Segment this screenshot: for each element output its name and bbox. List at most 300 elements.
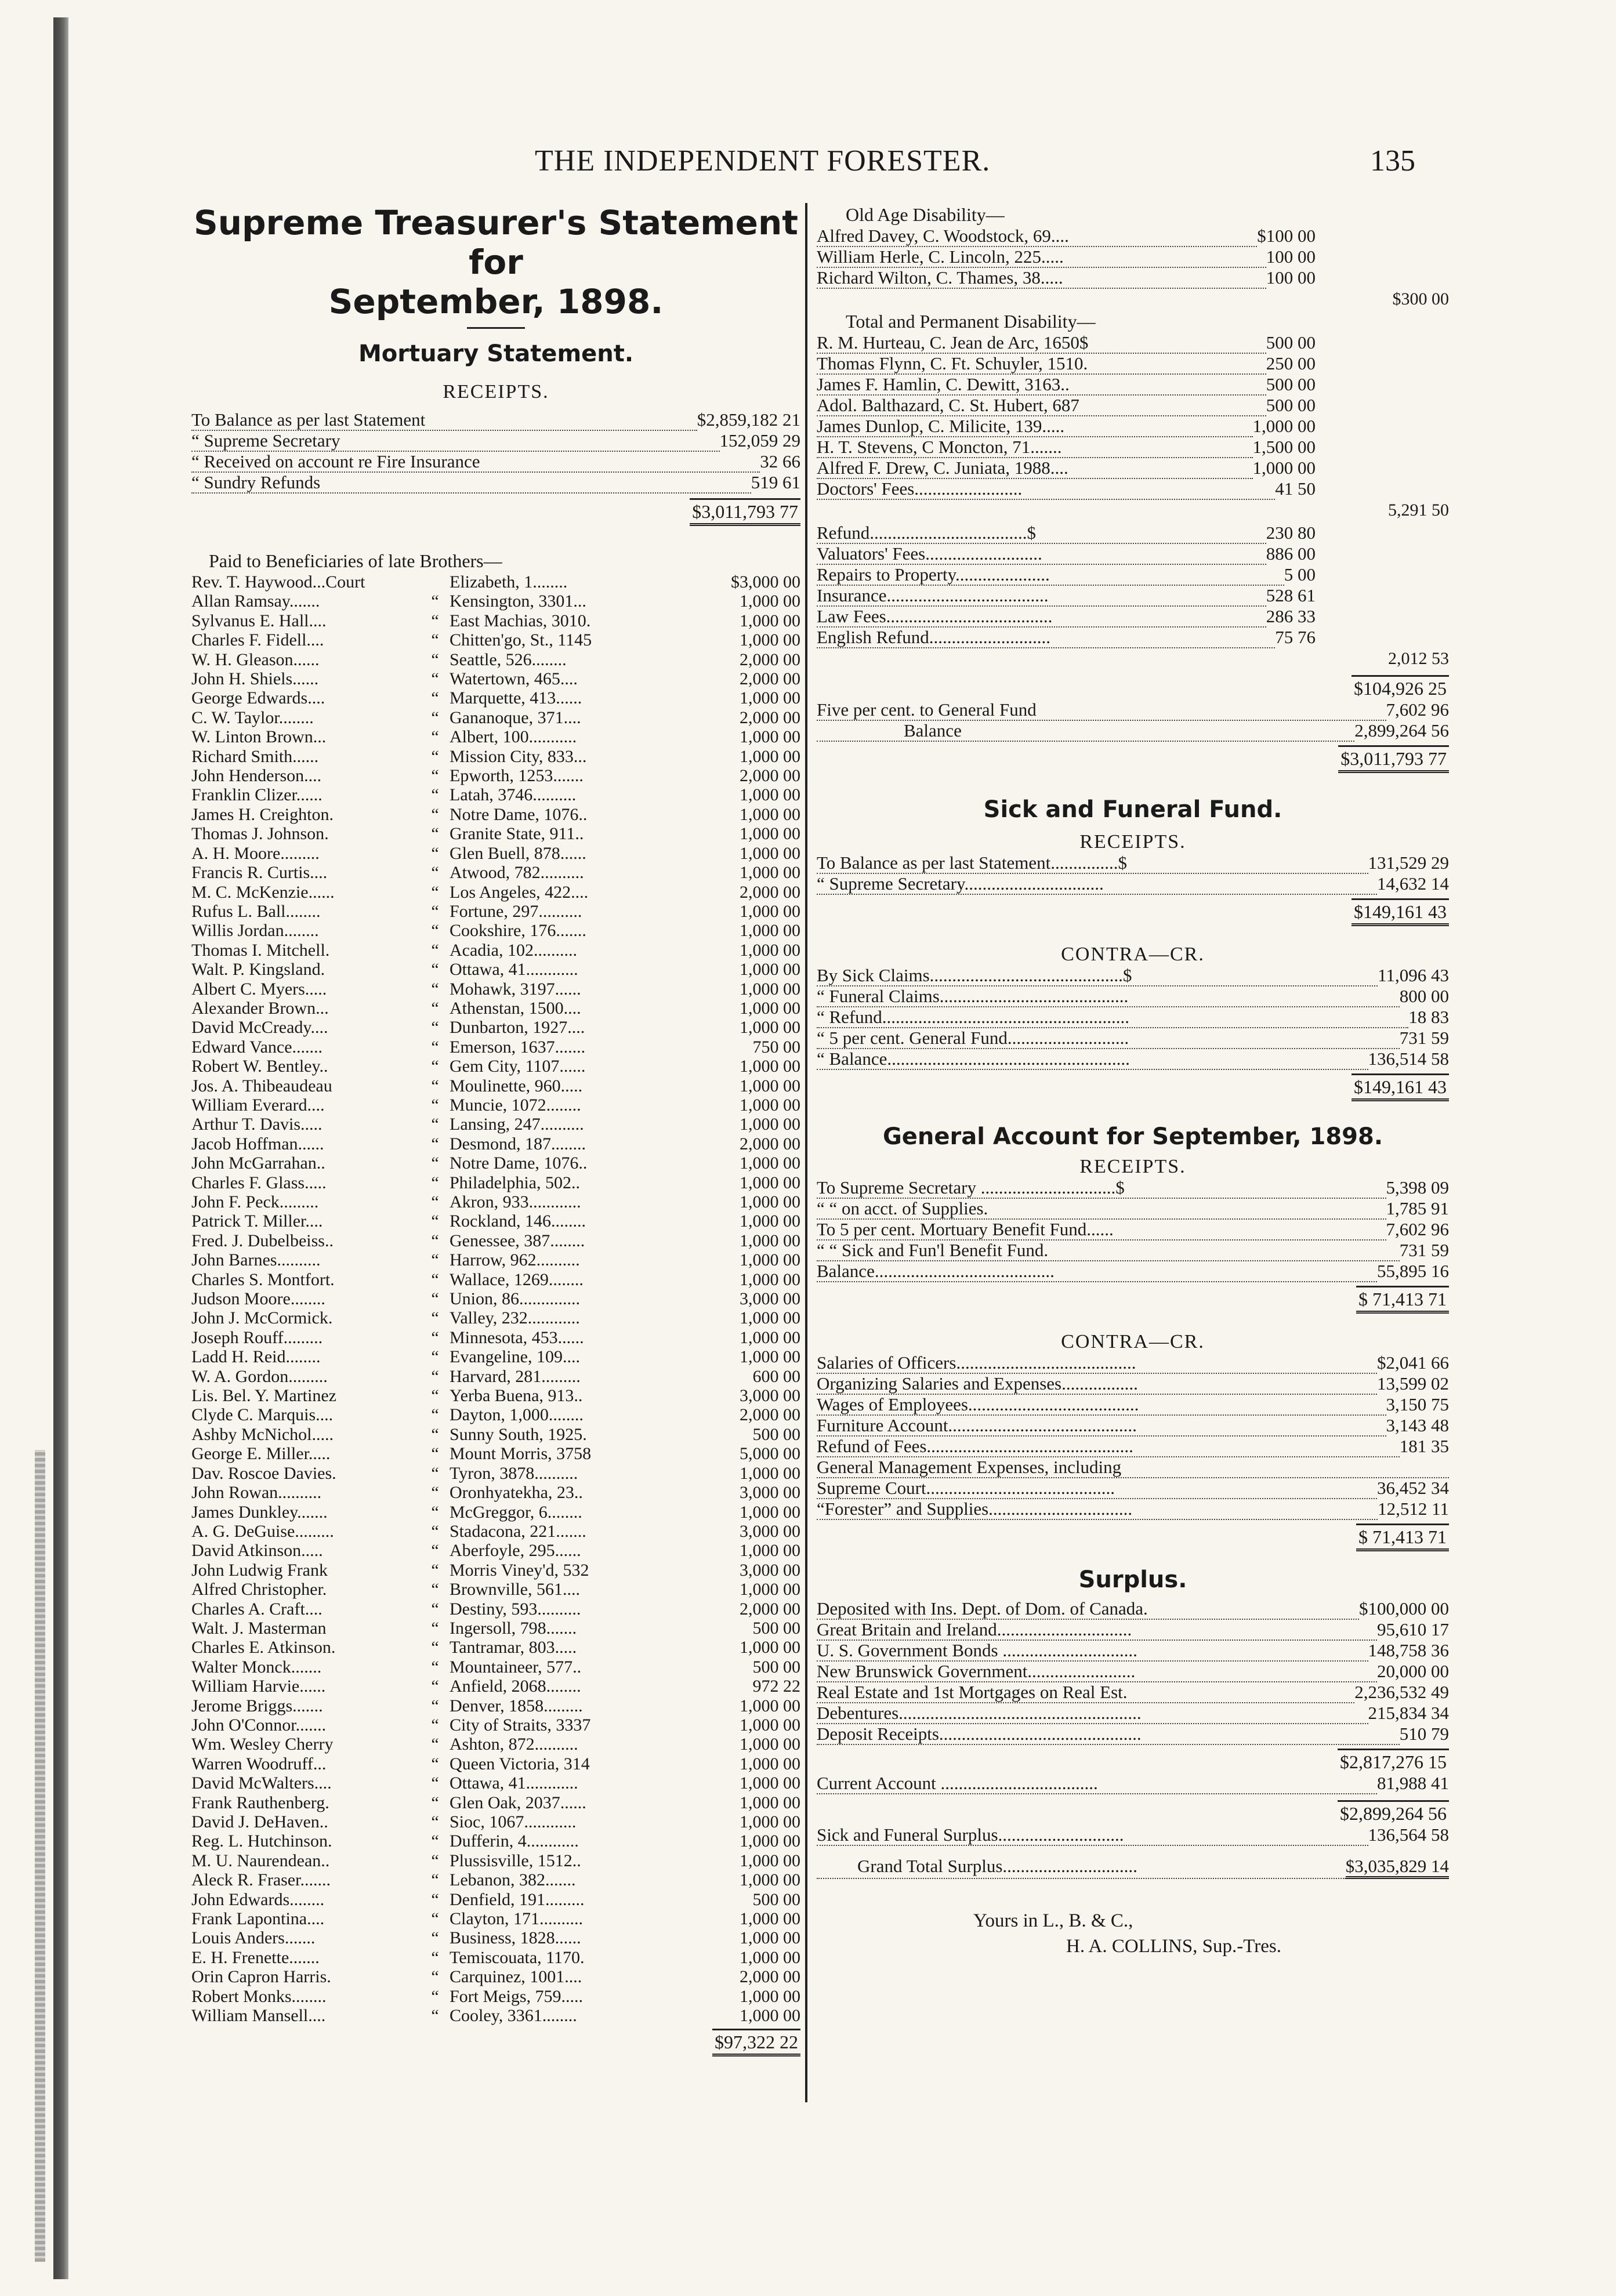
court-name: Athenstan, 1500.... bbox=[450, 998, 581, 1018]
court-name: Carquinez, 1001.... bbox=[450, 1967, 582, 1987]
ledger-desc: To Balance as per last Statement...............$ bbox=[817, 853, 1368, 874]
beneficiary-amount: 1,000 00 bbox=[740, 1327, 800, 1347]
ledger-amount: $2,859,182 21 bbox=[697, 409, 800, 430]
court-name: Sioc, 1067............ bbox=[450, 1812, 577, 1831]
ditto-mark: “ bbox=[431, 746, 439, 766]
ledger-amount: 181 35 bbox=[1399, 1436, 1449, 1456]
ditto-mark: “ bbox=[431, 921, 439, 941]
beneficiary-row bbox=[191, 650, 800, 669]
beneficiary-row bbox=[191, 1250, 800, 1269]
court-name: Seattle, 526........ bbox=[450, 650, 567, 669]
beneficiary-name: Walt. J. Masterman bbox=[191, 1618, 327, 1638]
ledger-desc: Doctors' Fees........................ bbox=[817, 479, 1275, 500]
beneficiary-amount: 750 00 bbox=[752, 1037, 800, 1057]
ditto-mark: “ bbox=[431, 1327, 439, 1347]
ditto-mark: “ bbox=[431, 1269, 439, 1289]
surplus-subtotal2-row bbox=[817, 1800, 1449, 1825]
ledger-amount: 41 50 bbox=[1275, 478, 1316, 499]
beneficiary-row bbox=[191, 1308, 800, 1327]
ledger-desc: Salaries of Officers........................................ bbox=[817, 1353, 1377, 1374]
ledger-row bbox=[817, 627, 1316, 648]
beneficiary-amount: 1,000 00 bbox=[740, 1735, 800, 1754]
ledger-row bbox=[817, 1499, 1449, 1520]
beneficiary-amount: 1,000 00 bbox=[740, 630, 800, 650]
beneficiary-amount: 1,000 00 bbox=[740, 1715, 800, 1735]
court-name: Oronhyatekha, 23.. bbox=[450, 1483, 583, 1503]
court-name: Valley, 232............ bbox=[450, 1308, 580, 1328]
beneficiary-name: Thomas J. Johnson. bbox=[191, 824, 329, 844]
beneficiary-amount: 1,000 00 bbox=[740, 960, 800, 980]
beneficiary-name: Thomas I. Mitchell. bbox=[191, 940, 330, 960]
balance-row bbox=[817, 721, 1449, 742]
beneficiary-name: W. H. Gleason...... bbox=[191, 650, 320, 669]
ditto-mark: “ bbox=[431, 1483, 439, 1503]
ledger-desc: Repairs to Property..................... bbox=[817, 565, 1284, 586]
court-name: Yerba Buena, 913.. bbox=[450, 1386, 583, 1406]
beneficiary-name: Ladd H. Reid........ bbox=[191, 1347, 321, 1367]
beneficiary-name: David J. DeHaven.. bbox=[191, 1812, 328, 1831]
ledger-row bbox=[817, 1599, 1449, 1620]
beneficiary-name: James Dunkley....... bbox=[191, 1502, 328, 1522]
mortuary-heading: Mortuary Statement. bbox=[358, 340, 634, 367]
ditto-mark: “ bbox=[431, 1095, 439, 1115]
ledger-amount: 215,834 34 bbox=[1368, 1703, 1449, 1723]
court-name: Queen Victoria, 314 bbox=[450, 1754, 590, 1773]
ditto-mark: “ bbox=[431, 1773, 439, 1793]
beneficiary-amount: 1,000 00 bbox=[740, 1831, 800, 1851]
ditto-mark: “ bbox=[431, 766, 439, 786]
ledger-desc: Thomas Flynn, C. Ft. Schuyler, 1510. bbox=[817, 354, 1266, 375]
mortuary-grand-total: $3,011,793 77 bbox=[1338, 745, 1449, 773]
ledger-amount: 148,758 36 bbox=[1368, 1640, 1449, 1660]
ditto-mark: “ bbox=[431, 1560, 439, 1580]
ditto-mark: “ bbox=[431, 1057, 439, 1076]
ledger-desc: Great Britain and Ireland.............................. bbox=[817, 1620, 1377, 1641]
beneficiary-row bbox=[191, 1967, 800, 1986]
ditto-mark: “ bbox=[431, 1154, 439, 1173]
beneficiary-name: John F. Peck......... bbox=[191, 1192, 319, 1212]
court-name: Moulinette, 960..... bbox=[450, 1076, 583, 1096]
beneficiary-amount: 1,000 00 bbox=[740, 1928, 800, 1948]
beneficiary-name: Arthur T. Davis..... bbox=[191, 1115, 323, 1134]
beneficiary-row bbox=[191, 1773, 800, 1793]
surplus-subtotal2: $2,899,264 56 bbox=[1338, 1800, 1449, 1825]
beneficiary-name: John H. Shiels...... bbox=[191, 669, 319, 689]
old-age-total: $300 00 bbox=[1392, 289, 1449, 309]
beneficiary-amount: 1,000 00 bbox=[740, 611, 800, 630]
beneficiary-name: Wm. Wesley Cherry bbox=[191, 1735, 334, 1754]
beneficiaries-list bbox=[191, 572, 800, 2025]
beneficiary-name: John McGarrahan.. bbox=[191, 1154, 325, 1173]
ledger-amount: 75 76 bbox=[1275, 627, 1316, 647]
ledger-desc: Alfred F. Drew, C. Juniata, 1988.... bbox=[817, 458, 1253, 479]
beneficiary-name: Alfred Christopher. bbox=[191, 1580, 327, 1599]
beneficiary-name: Richard Smith...... bbox=[191, 746, 319, 766]
ditto-mark: “ bbox=[431, 1618, 439, 1638]
disb-total-row bbox=[817, 675, 1449, 700]
five-pct-row bbox=[817, 700, 1449, 721]
ditto-mark: “ bbox=[431, 1928, 439, 1948]
ledger-amount: 152,059 29 bbox=[719, 430, 800, 451]
court-name: Harrow, 962.......... bbox=[450, 1250, 580, 1270]
ledger-desc: “ Funeral Claims.......................................... bbox=[817, 986, 1400, 1007]
court-name: Destiny, 593.......... bbox=[450, 1599, 581, 1619]
beneficiary-amount: 500 00 bbox=[752, 1424, 800, 1444]
ledger-desc: To Balance as per last Statement bbox=[191, 410, 697, 431]
court-name: Los Angeles, 422.... bbox=[450, 882, 589, 902]
court-name: Marquette, 413...... bbox=[450, 688, 582, 708]
court-name: Notre Dame, 1076.. bbox=[450, 804, 588, 824]
ditto-mark: “ bbox=[431, 1037, 439, 1057]
court-name: Clayton, 171.......... bbox=[450, 1909, 583, 1929]
closing: Yours in L., B. & C., bbox=[973, 1910, 1133, 1931]
ledger-desc: Supreme Court.......................................... bbox=[817, 1478, 1377, 1499]
court-name: Glen Buell, 878...... bbox=[450, 843, 586, 863]
beneficiary-amount: 2,000 00 bbox=[740, 766, 800, 786]
ledger-row bbox=[817, 1353, 1449, 1374]
ditto-mark: “ bbox=[431, 1599, 439, 1619]
beneficiary-name: John Ludwig Frank bbox=[191, 1560, 328, 1580]
beneficiary-amount: 1,000 00 bbox=[740, 1250, 800, 1270]
beneficiary-name: John Barnes.......... bbox=[191, 1250, 321, 1270]
ledger-amount: 5,398 09 bbox=[1386, 1177, 1449, 1198]
ledger-amount: 2,236,532 49 bbox=[1354, 1682, 1449, 1702]
beneficiary-amount: 1,000 00 bbox=[740, 843, 800, 863]
ledger-amount: 100 00 bbox=[1266, 267, 1316, 288]
beneficiary-name: Franklin Clizer...... bbox=[191, 785, 323, 805]
ledger-amount: 36,452 34 bbox=[1377, 1478, 1449, 1498]
beneficiary-row bbox=[191, 1735, 800, 1754]
court-name: Fort Meigs, 759..... bbox=[450, 1986, 584, 2006]
ledger-desc: To 5 per cent. Mortuary Benefit Fund...... bbox=[817, 1220, 1386, 1241]
beneficiary-row bbox=[191, 1890, 800, 1909]
court-name: Stadacona, 221....... bbox=[450, 1521, 586, 1541]
sick-receipts-total-row bbox=[817, 898, 1449, 926]
beneficiary-row bbox=[191, 1657, 800, 1677]
sick-receipts-list bbox=[817, 853, 1449, 895]
ledger-amount: 32 66 bbox=[760, 451, 800, 471]
beneficiary-name: Charles E. Atkinson. bbox=[191, 1638, 336, 1657]
ledger-row bbox=[817, 523, 1316, 544]
beneficiary-row bbox=[191, 1057, 800, 1076]
ledger-desc: General Management Expenses, including bbox=[817, 1457, 1449, 1478]
ledger-amount: 886 00 bbox=[1266, 543, 1316, 564]
beneficiary-name: Judson Moore........ bbox=[191, 1289, 325, 1309]
beneficiaries-total-row bbox=[191, 2029, 800, 2056]
beneficiary-row bbox=[191, 1638, 800, 1657]
ledger-amount: 230 80 bbox=[1266, 523, 1316, 543]
court-name: Business, 1828...... bbox=[450, 1928, 581, 1948]
ledger-row bbox=[817, 479, 1316, 500]
beneficiary-row bbox=[191, 999, 800, 1018]
beneficiary-name: George E. Miller..... bbox=[191, 1444, 331, 1464]
beneficiary-amount: 1,000 00 bbox=[740, 863, 800, 883]
ledger-amount: 136,514 58 bbox=[1368, 1049, 1449, 1069]
ledger-amount: 1,000 00 bbox=[1252, 416, 1316, 436]
court-name: Fortune, 297.......... bbox=[450, 901, 582, 921]
ditto-mark: “ bbox=[431, 1076, 439, 1096]
beneficiary-name: A. H. Moore......... bbox=[191, 843, 320, 863]
beneficiary-amount: 1,000 00 bbox=[740, 1696, 800, 1715]
beneficiary-row bbox=[191, 1851, 800, 1870]
ledger-amount: 500 00 bbox=[1266, 374, 1316, 394]
ledger-row bbox=[817, 268, 1316, 289]
beneficiary-row bbox=[191, 844, 800, 863]
beneficiary-row bbox=[191, 980, 800, 999]
ditto-mark: “ bbox=[431, 1444, 439, 1464]
receipts-total-row bbox=[191, 498, 800, 526]
beneficiary-row bbox=[191, 883, 800, 902]
mortuary-receipts bbox=[191, 410, 800, 494]
beneficiary-amount: 1,000 00 bbox=[740, 1986, 800, 2006]
ledger-row bbox=[817, 1478, 1449, 1499]
beneficiary-name: Charles F. Fidell.... bbox=[191, 630, 324, 650]
sick-receipts-total: $149,161 43 bbox=[1352, 898, 1449, 926]
beneficiary-amount: 1,000 00 bbox=[740, 1269, 800, 1289]
beneficiary-amount: 1,000 00 bbox=[740, 1638, 800, 1657]
ditto-mark: “ bbox=[431, 1657, 439, 1677]
beneficiary-name: Frank Lapontina.... bbox=[191, 1909, 325, 1929]
court-name: Albert, 100........... bbox=[450, 727, 577, 747]
ditto-mark: “ bbox=[431, 1347, 439, 1367]
beneficiary-row bbox=[191, 1038, 800, 1057]
ledger-row bbox=[817, 354, 1316, 375]
ledger-desc: Balance........................................ bbox=[817, 1261, 1377, 1282]
ditto-mark: “ bbox=[431, 960, 439, 980]
ditto-mark: “ bbox=[431, 785, 439, 805]
ledger-row bbox=[817, 1261, 1449, 1282]
sick-contra-heading: CONTRA—CR. bbox=[1061, 944, 1205, 965]
ledger-amount: 100 00 bbox=[1266, 246, 1316, 267]
beneficiary-amount: 1,000 00 bbox=[740, 1502, 800, 1522]
ledger-amount: 500 00 bbox=[1266, 332, 1316, 353]
court-name: Epworth, 1253....... bbox=[450, 766, 584, 786]
ditto-mark: “ bbox=[431, 688, 439, 708]
ditto-mark: “ bbox=[431, 804, 439, 824]
ledger-amount: 1,500 00 bbox=[1252, 437, 1316, 457]
beneficiary-row bbox=[191, 1754, 800, 1773]
beneficiary-row bbox=[191, 805, 800, 824]
beneficiary-name: E. H. Frenette....... bbox=[191, 1947, 320, 1967]
ledger-amount: 800 00 bbox=[1399, 986, 1449, 1006]
beneficiary-name: Reg. L. Hutchinson. bbox=[191, 1831, 332, 1851]
ledger-desc: Deposited with Ins. Dept. of Dom. of Canada. bbox=[817, 1599, 1359, 1620]
beneficiaries-heading: Paid to Beneficiaries of late Brothers— bbox=[209, 550, 502, 571]
ditto-mark: “ bbox=[431, 1405, 439, 1425]
beneficiary-row bbox=[191, 1270, 800, 1289]
court-name: Emerson, 1637....... bbox=[450, 1037, 586, 1057]
ledger-row bbox=[817, 1374, 1449, 1395]
beneficiary-amount: 1,000 00 bbox=[740, 1212, 800, 1231]
ditto-mark: “ bbox=[431, 1715, 439, 1735]
general-contra-total-row bbox=[817, 1524, 1449, 1551]
beneficiary-name: John Rowan.......... bbox=[191, 1483, 322, 1503]
ledger-row bbox=[191, 410, 800, 431]
beneficiary-name: Dav. Roscoe Davies. bbox=[191, 1463, 336, 1483]
beneficiary-name: Willis Jordan........ bbox=[191, 921, 319, 941]
beneficiary-row bbox=[191, 960, 800, 979]
ledger-row bbox=[817, 986, 1449, 1007]
beneficiary-amount: 1,000 00 bbox=[740, 746, 800, 766]
beneficiary-row bbox=[191, 941, 800, 960]
beneficiary-row bbox=[191, 1483, 800, 1502]
ditto-mark: “ bbox=[431, 1134, 439, 1154]
beneficiary-name: Frank Rauthenberg. bbox=[191, 1793, 329, 1812]
ditto-mark: “ bbox=[431, 1677, 439, 1696]
ledger-row bbox=[817, 1662, 1449, 1682]
ledger-desc: “ Sundry Refunds bbox=[191, 473, 751, 494]
court-name: Cooley, 3361........ bbox=[450, 2006, 577, 2026]
ledger-amount: 18 83 bbox=[1408, 1007, 1449, 1027]
ledger-row bbox=[817, 565, 1316, 586]
beneficiary-row bbox=[191, 1793, 800, 1812]
beneficiary-name: Lis. Bel. Y. Martinez bbox=[191, 1386, 336, 1406]
court-name: Minnesota, 453...... bbox=[450, 1327, 584, 1347]
ditto-mark: “ bbox=[431, 1521, 439, 1541]
beneficiary-row bbox=[191, 1154, 800, 1173]
beneficiary-row bbox=[191, 1405, 800, 1424]
ditto-mark: “ bbox=[431, 1909, 439, 1929]
ledger-row bbox=[817, 333, 1316, 354]
beneficiary-name: Alexander Brown... bbox=[191, 998, 329, 1018]
ledger-amount: 3,143 48 bbox=[1386, 1415, 1449, 1435]
beneficiary-amount: 2,000 00 bbox=[740, 1599, 800, 1619]
beneficiary-name: W. Linton Brown... bbox=[191, 727, 327, 747]
court-name: Ottawa, 41............ bbox=[450, 1773, 578, 1793]
court-name: Glen Oak, 2037...... bbox=[450, 1793, 586, 1812]
beneficiary-name: A. G. DeGuise......... bbox=[191, 1521, 334, 1541]
beneficiary-row bbox=[191, 1503, 800, 1522]
beneficiary-name: Edward Vance....... bbox=[191, 1037, 323, 1057]
court-name: Wallace, 1269........ bbox=[450, 1269, 584, 1289]
beneficiary-amount: 600 00 bbox=[752, 1366, 800, 1386]
ledger-row bbox=[817, 1437, 1449, 1457]
grand-total-row bbox=[817, 1856, 1449, 1879]
ledger-row bbox=[191, 431, 800, 452]
court-name: Mount Morris, 3758 bbox=[450, 1444, 592, 1464]
ditto-mark: “ bbox=[431, 1947, 439, 1967]
beneficiary-amount: 1,000 00 bbox=[740, 1231, 800, 1250]
perm-heading: Total and Permanent Disability— bbox=[846, 311, 1096, 332]
ditto-mark: “ bbox=[431, 1173, 439, 1192]
ledger-desc: By Sick Claims...........................................$ bbox=[817, 966, 1378, 986]
general-receipts-total: $ 71,413 71 bbox=[1356, 1286, 1449, 1314]
perm-list bbox=[817, 333, 1316, 500]
beneficiary-name: Rufus L. Ball........ bbox=[191, 901, 321, 921]
court-name: Granite State, 911.. bbox=[450, 824, 584, 844]
beneficiary-amount: 1,000 00 bbox=[740, 592, 800, 611]
beneficiary-name: John Henderson.... bbox=[191, 766, 322, 786]
beneficiary-amount: 3,000 00 bbox=[740, 1289, 800, 1309]
beneficiary-name: Louis Anders....... bbox=[191, 1928, 316, 1948]
ledger-row bbox=[817, 1416, 1449, 1437]
ledger-desc: Law Fees..................................... bbox=[817, 607, 1266, 627]
beneficiary-amount: 1,000 00 bbox=[740, 1057, 800, 1076]
ledger-row bbox=[817, 1457, 1449, 1478]
surplus-subtotal-row bbox=[817, 1749, 1449, 1773]
beneficiary-name: Charles A. Craft.... bbox=[191, 1599, 323, 1619]
ledger-amount: $100 00 bbox=[1257, 226, 1316, 246]
beneficiary-amount: 1,000 00 bbox=[740, 2006, 800, 2026]
ledger-row bbox=[817, 1395, 1449, 1416]
beneficiary-amount: 2,000 00 bbox=[740, 1967, 800, 1987]
ledger-desc: H. T. Stevens, C Moncton, 71....... bbox=[817, 437, 1253, 458]
ledger-amount: 14,632 14 bbox=[1377, 873, 1449, 894]
general-receipts-list bbox=[817, 1178, 1449, 1282]
ditto-mark: “ bbox=[431, 1250, 439, 1270]
beneficiary-name: George Edwards.... bbox=[191, 688, 325, 708]
beneficiary-name: Aleck R. Fraser....... bbox=[191, 1870, 331, 1890]
ditto-mark: “ bbox=[431, 592, 439, 611]
beneficiary-name: Ashby McNichol..... bbox=[191, 1424, 334, 1444]
ledger-desc: Insurance.................................... bbox=[817, 586, 1266, 607]
beneficiary-name: Albert C. Myers..... bbox=[191, 979, 327, 999]
court-name: Sunny South, 1925. bbox=[450, 1424, 587, 1444]
ledger-desc: “ Supreme Secretary bbox=[191, 431, 720, 452]
beneficiary-row bbox=[191, 1580, 800, 1599]
court-name: Anfield, 2068........ bbox=[450, 1677, 581, 1696]
ditto-mark: “ bbox=[431, 998, 439, 1018]
court-name: Dufferin, 4............ bbox=[450, 1831, 579, 1851]
beneficiary-row bbox=[191, 727, 800, 746]
ledger-amount: 11,096 43 bbox=[1378, 965, 1449, 985]
ditto-mark: “ bbox=[431, 1541, 439, 1561]
ledger-desc: Alfred Davey, C. Woodstock, 69.... bbox=[817, 226, 1257, 247]
ledger-desc: Real Estate and 1st Mortgages on Real Est. bbox=[817, 1682, 1354, 1703]
beneficiary-row bbox=[191, 1425, 800, 1444]
ditto-mark: “ bbox=[431, 1386, 439, 1406]
beneficiary-row bbox=[191, 785, 800, 804]
beneficiary-row bbox=[191, 1677, 800, 1696]
beneficiary-amount: 1,000 00 bbox=[740, 1947, 800, 1967]
beneficiary-row bbox=[191, 1464, 800, 1483]
beneficiary-row bbox=[191, 1328, 800, 1347]
ledger-row bbox=[817, 607, 1316, 627]
court-name: Atwood, 782.......... bbox=[450, 863, 584, 883]
grand-total-amount: $3,035,829 14 bbox=[1346, 1856, 1449, 1879]
court-name: Denver, 1858......... bbox=[450, 1696, 583, 1715]
ledger-amount: 95,610 17 bbox=[1377, 1619, 1449, 1640]
beneficiary-row bbox=[191, 1289, 800, 1308]
beneficiary-row bbox=[191, 1134, 800, 1154]
running-title: THE INDEPENDENT FORESTER. bbox=[535, 144, 991, 177]
beneficiary-amount: 2,000 00 bbox=[740, 1134, 800, 1154]
beneficiary-amount: 2,000 00 bbox=[740, 669, 800, 689]
beneficiary-name: Walter Monck....... bbox=[191, 1657, 322, 1677]
court-name: Tantramar, 803..... bbox=[450, 1638, 577, 1657]
five-pct-desc: Five per cent. to General Fund bbox=[817, 700, 1386, 721]
ledger-amount: 13,599 02 bbox=[1377, 1373, 1449, 1394]
ledger-row bbox=[817, 1049, 1449, 1070]
beneficiary-amount: 1,000 00 bbox=[740, 1541, 800, 1561]
ledger-desc: U. S. Government Bonds .............................. bbox=[817, 1641, 1368, 1662]
beneficiary-name: John J. McCormick. bbox=[191, 1308, 333, 1328]
sick-surplus-row bbox=[817, 1825, 1449, 1846]
beneficiary-amount: 1,000 00 bbox=[740, 1909, 800, 1929]
beneficiary-row bbox=[191, 1715, 800, 1735]
beneficiary-name: C. W. Taylor........ bbox=[191, 708, 314, 727]
beneficiary-name: Jos. A. Thibeaudeau bbox=[191, 1076, 332, 1096]
ledger-desc: Refund of Fees.............................................. bbox=[817, 1437, 1400, 1457]
court-name: Aberfoyle, 295...... bbox=[450, 1541, 581, 1561]
ledger-amount: $2,041 66 bbox=[1377, 1352, 1449, 1373]
ledger-row bbox=[817, 853, 1449, 874]
ditto-mark: “ bbox=[431, 901, 439, 921]
beneficiary-name: Joseph Rouff......... bbox=[191, 1327, 323, 1347]
beneficiary-amount: 1,000 00 bbox=[740, 1347, 800, 1367]
beneficiary-name: John Edwards........ bbox=[191, 1889, 325, 1909]
binding-edge bbox=[53, 17, 68, 2279]
